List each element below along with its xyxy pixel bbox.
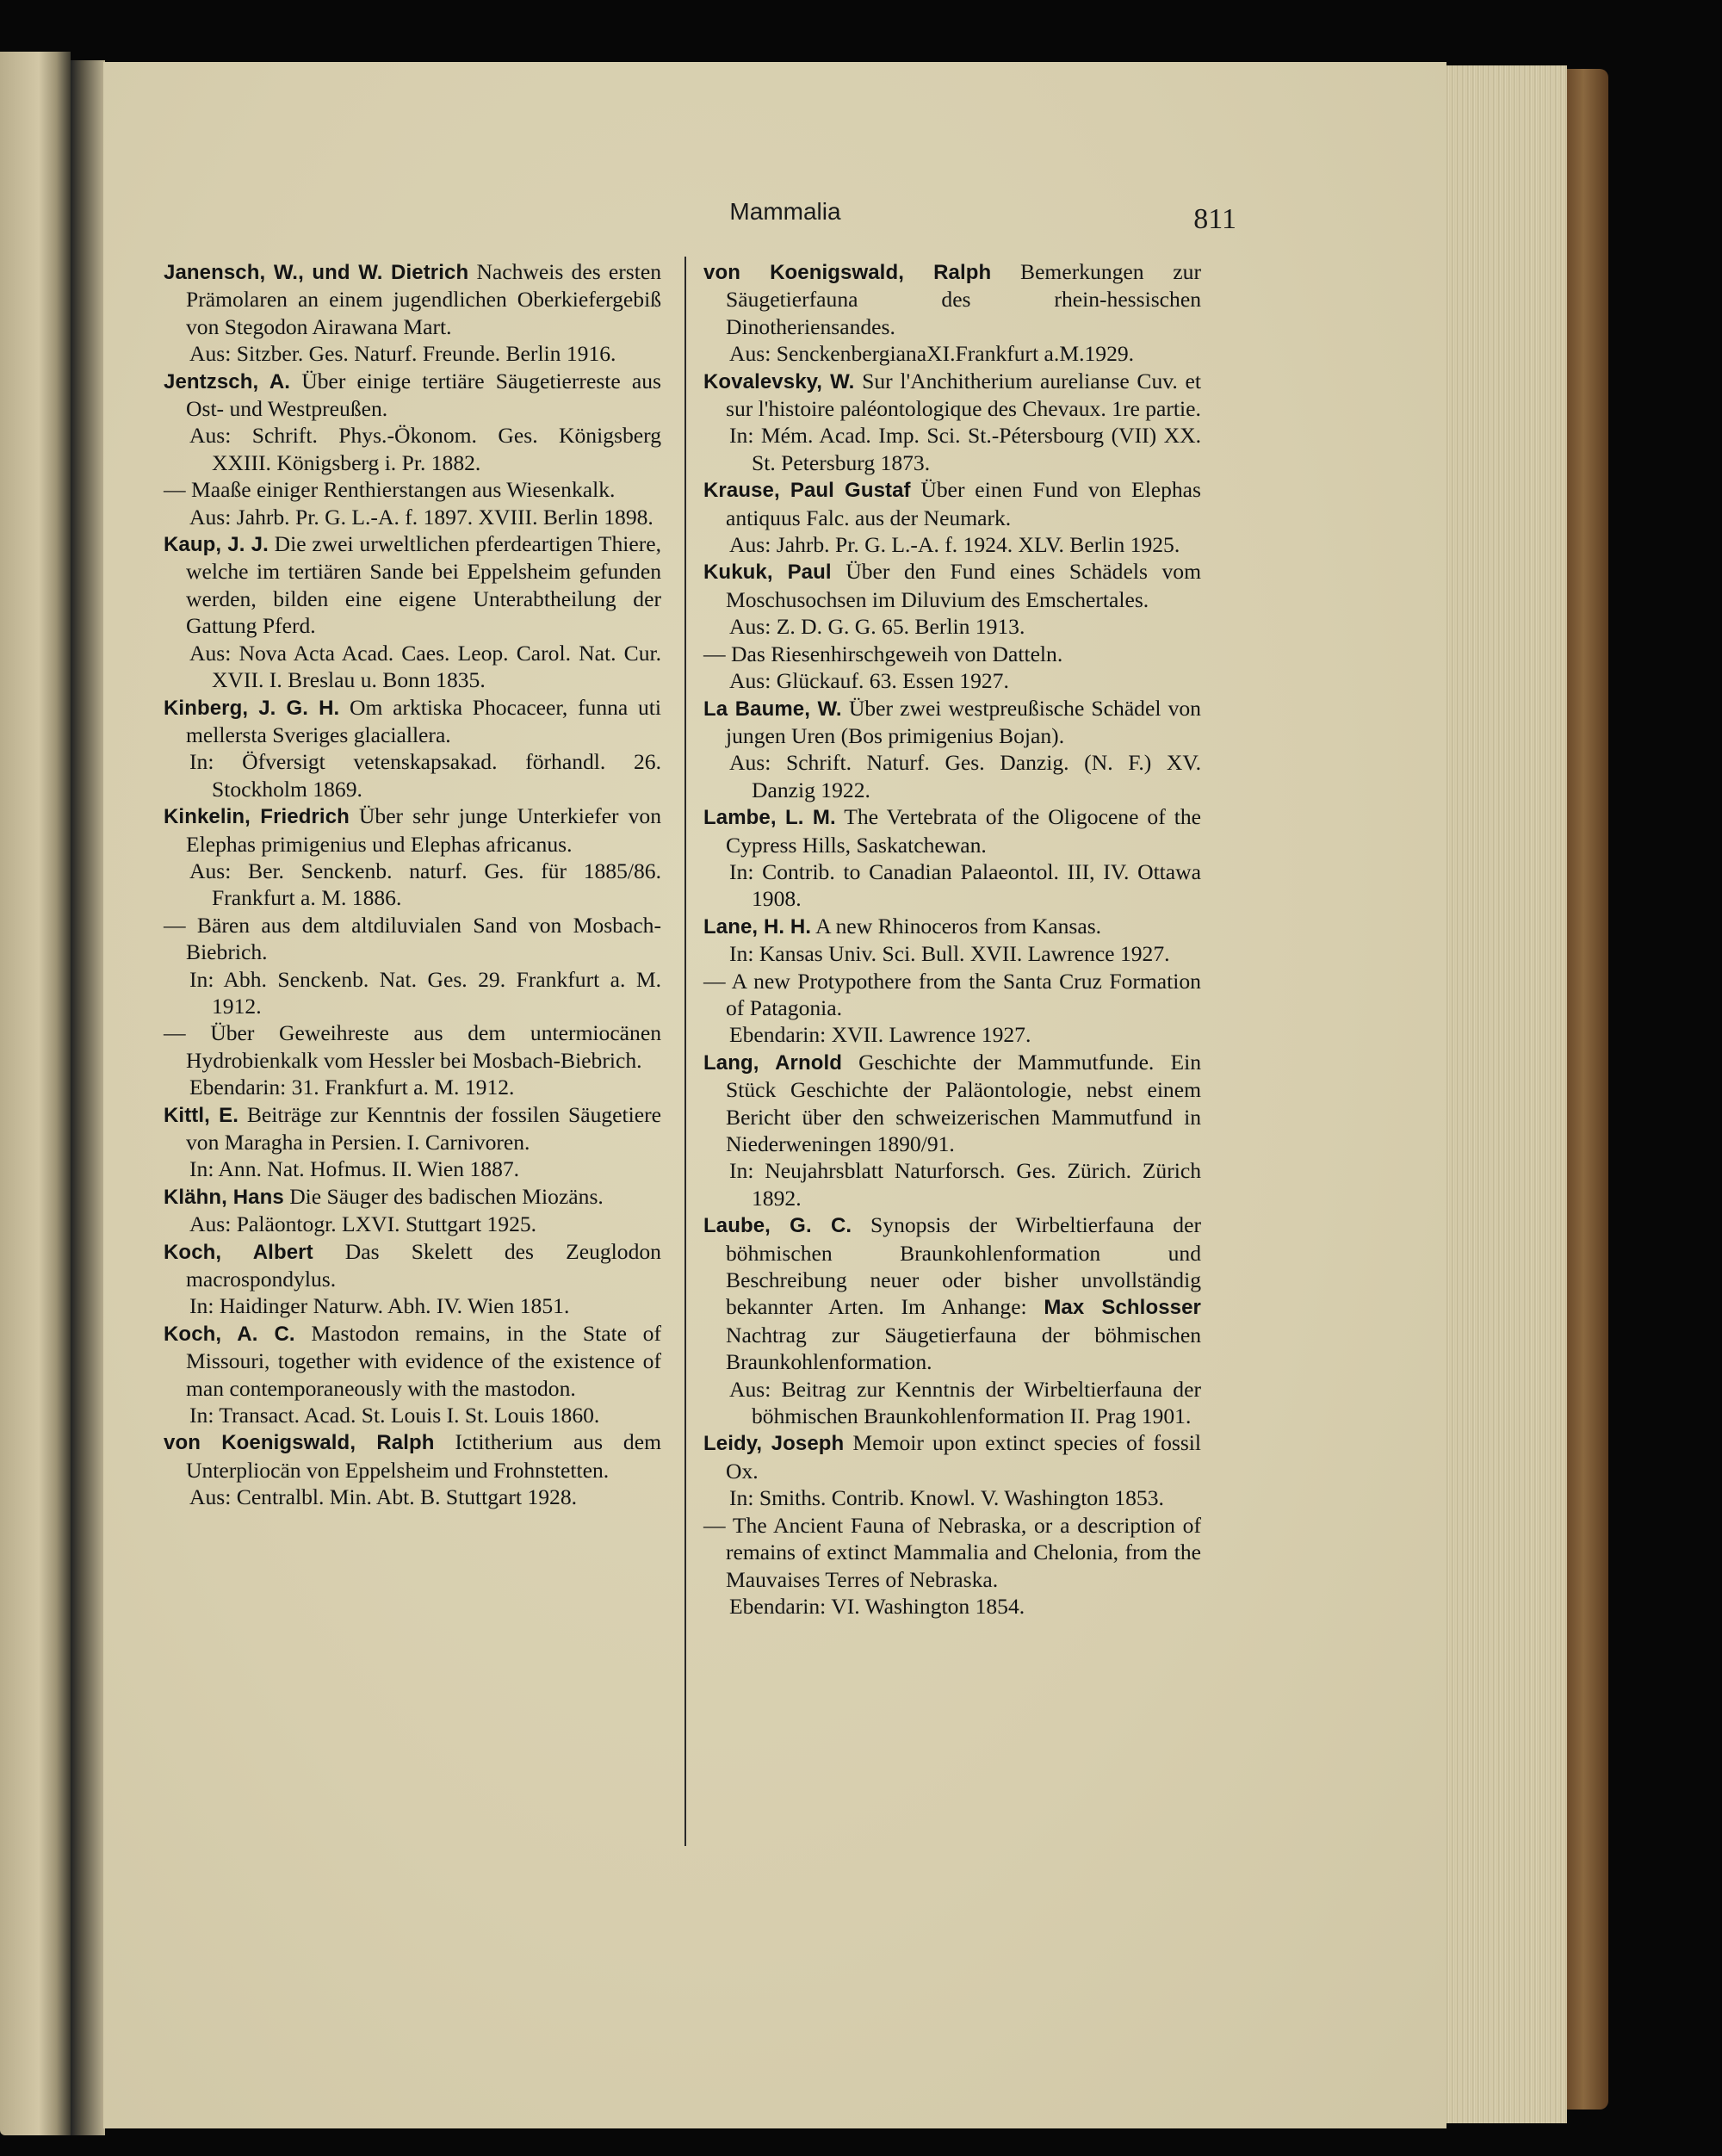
left-column — [164, 258, 661, 1511]
bibliography-entry — [164, 1238, 661, 1320]
entry-author: Lang, Arnold — [703, 1050, 843, 1075]
entry-citation — [164, 368, 661, 423]
bibliography-entry — [703, 1429, 1201, 1511]
running-title: Mammalia — [729, 198, 841, 225]
entry-citation — [164, 476, 661, 503]
entry-citation — [164, 1428, 661, 1484]
entry-citation — [164, 258, 661, 340]
entry-source: In: Kansas Univ. Sci. Bull. XVII. Lawrence 1927. — [729, 941, 1170, 967]
entry-source: In: Haidinger Naturw. Abh. IV. Wien 1851. — [189, 1293, 570, 1319]
bibliography-entry — [164, 694, 661, 803]
entry-citation — [703, 476, 1201, 531]
bibliography-entry — [703, 803, 1201, 913]
entry-citation — [164, 1101, 661, 1156]
entry-title: Die Säuger des badischen Miozäns. — [289, 1183, 604, 1209]
entry-title: Synopsis der Wirbeltierfauna der böhmischen Braunkohlenformation und Beschreibung neuer oder bisher unvollständig bekannter Arten. Im Anhange: — [726, 1212, 1201, 1320]
entry-title: Bemerkungen zur Säugetierfauna des rhein-hessischen Dinotheriensandes. — [726, 259, 1201, 339]
entry-author: Laube, G. C. — [703, 1214, 852, 1238]
book-gutter — [71, 60, 105, 2135]
entry-author: Koch, A. C. — [164, 1322, 295, 1346]
bibliography-entry — [164, 476, 661, 530]
entry-citation — [703, 913, 1201, 940]
entry-citation — [703, 1049, 1201, 1158]
bibliography-entry — [703, 641, 1201, 695]
entry-source: Aus: Ber. Senckenb. naturf. Ges. für 1885/86. Frankfurt a. M. 1886. — [189, 858, 661, 911]
bibliography-entry — [164, 1019, 661, 1100]
bibliography-entry — [703, 1049, 1201, 1211]
entry-title: Über den Fund eines Schädels vom Moschusochsen im Diluvium des Emschertales. — [726, 559, 1201, 612]
entry-coauthor: Max Schlosser — [1044, 1296, 1201, 1320]
entry-title-appendix: Nachtrag zur Säugetierfauna der böhmischen Braunkohlenformation. — [726, 1322, 1201, 1375]
entry-ditto-dash: — — [703, 968, 726, 994]
entry-source: Aus: Glückauf. 63. Essen 1927. — [729, 668, 1009, 694]
page-block-edge — [1429, 65, 1567, 2123]
entry-title: Die zwei urweltlichen pferdeartigen Thiere, welche im tertiären Sande bei Eppelsheim gefunden werden, bilden eine eigene Unterabtheilung der Gattung Pferd. — [186, 531, 661, 639]
bibliography-entry — [703, 1512, 1201, 1620]
entry-source: In: Contrib. to Canadian Palaeontol. III, IV. Ottawa 1908. — [729, 858, 1201, 912]
entry-title: Über zwei westpreußische Schädel von jungen Uren (Bos primigenius Bojan). — [726, 695, 1201, 748]
entry-citation — [703, 1512, 1201, 1593]
bibliography-entry — [703, 968, 1201, 1049]
bibliography-entry — [703, 258, 1201, 368]
entry-title: Beiträge zur Kenntnis der fossilen Säugetiere von Maragha in Persien. I. Carnivoren. — [186, 1101, 661, 1155]
entry-title: Über Geweihreste aus dem untermiocänen Hydrobienkalk vom Hessler bei Mosbach-Biebrich. — [186, 1020, 662, 1073]
bibliography-entry — [164, 1320, 661, 1429]
entry-title: Über einige tertiäre Säugetierreste aus Ost- und Westpreußen. — [186, 368, 661, 422]
entry-title: Geschichte der Mammutfunde. Ein Stück Geschichte der Paläontologie, nebst einem Bericht über den schweizerischen Mammutfund in Niederweningen 1890/91. — [726, 1049, 1201, 1156]
entry-title: Mastodon remains, in the State of Missouri, together with evidence of the existence of man contemporaneously with the mastodon. — [186, 1320, 661, 1401]
right-column — [703, 258, 1201, 1620]
entry-title: Das Skelett des Zeuglodon macrospondylus. — [186, 1238, 661, 1292]
page-header — [103, 193, 1446, 245]
entry-source: In: Neujahrsblatt Naturforsch. Ges. Zürich. Zürich 1892. — [729, 1158, 1201, 1211]
bibliography-entry — [164, 1183, 661, 1238]
entry-author: La Baume, W. — [703, 697, 842, 721]
entry-title: Sur l'Anchitherium aurelianse Cuv. et sur l'histoire paléontologique des Chevaux. 1re partie. — [726, 368, 1201, 422]
entry-author: Janensch, W., und W. Dietrich — [164, 261, 469, 284]
book-cover-board — [1567, 69, 1608, 2110]
entry-ditto-dash: — — [164, 912, 186, 938]
entry-title: The Ancient Fauna of Nebraska, or a description of remains of extinct Mammalia and Chelonia, from the Mauvaises Terres of Nebraska. — [726, 1512, 1202, 1592]
entry-title: A new Protypothere from the Santa Cruz Formation of Patagonia. — [726, 968, 1201, 1020]
bibliography-entry — [703, 695, 1201, 804]
entry-citation — [703, 641, 1201, 667]
entry-source: Aus: Z. D. G. G. 65. Berlin 1913. — [729, 614, 1025, 640]
entry-title: Bären aus dem altdiluvialen Sand von Mosbach-Biebrich. — [186, 912, 661, 965]
entry-citation — [164, 1238, 661, 1293]
entry-source: Aus: Schrift. Naturf. Ges. Danzig. (N. F.) XV. Danzig 1922. — [729, 750, 1201, 802]
entry-citation — [164, 912, 661, 966]
entry-source: In: Ann. Nat. Hofmus. II. Wien 1887. — [189, 1156, 520, 1182]
entry-author: von Koenigswald, Ralph — [164, 1431, 435, 1455]
entry-source: Aus: Jahrb. Pr. G. L.-A. f. 1897. XVIII. Berlin 1898. — [189, 504, 653, 530]
entry-citation — [703, 368, 1201, 423]
entry-source: In: Transact. Acad. St. Louis I. St. Louis 1860. — [189, 1403, 600, 1428]
entry-citation — [164, 1320, 661, 1402]
entry-source: In: Abh. Senckenb. Nat. Ges. 29. Frankfurt a. M. 1912. — [189, 966, 661, 1019]
entry-citation — [703, 803, 1201, 858]
entry-source: Aus: Nova Acta Acad. Caes. Leop. Carol. Nat. Cur. XVII. I. Breslau u. Bonn 1835. — [189, 640, 661, 693]
entry-author: Lambe, L. M. — [703, 806, 836, 830]
entry-source: Aus: Paläontogr. LXVI. Stuttgart 1925. — [189, 1211, 537, 1237]
entry-ditto-dash: — — [703, 1512, 726, 1538]
bibliography-entry — [703, 476, 1201, 558]
bibliography-entry — [703, 913, 1201, 968]
entry-ditto-dash: — — [164, 477, 186, 503]
entry-citation — [703, 695, 1201, 750]
entry-source: Aus: Schrift. Phys.-Ökonom. Ges. Königsberg XXIII. Königsberg i. Pr. 1882. — [189, 423, 661, 475]
page-number: 811 — [1193, 203, 1236, 235]
entry-author: Kovalevsky, W. — [703, 369, 855, 393]
entry-source: Ebendarin: 31. Frankfurt a. M. 1912. — [189, 1075, 515, 1100]
entry-author: Krause, Paul Gustaf — [703, 479, 911, 503]
entry-title: A new Rhinoceros from Kansas. — [815, 913, 1102, 939]
entry-citation — [703, 968, 1201, 1022]
entry-author: Leidy, Joseph — [703, 1432, 845, 1456]
bibliography-entry — [164, 802, 661, 912]
entry-author: von Koenigswald, Ralph — [703, 261, 992, 284]
bibliography-entry — [164, 1101, 661, 1183]
entry-citation — [164, 694, 661, 749]
bibliography-entry — [164, 1428, 661, 1510]
entry-ditto-dash: — — [703, 641, 726, 666]
entry-ditto-dash: — — [164, 1020, 186, 1046]
entry-citation — [164, 1019, 661, 1074]
entry-title: Das Riesenhirschgeweih von Datteln. — [731, 641, 1063, 666]
entry-citation — [703, 558, 1201, 613]
entry-source: Aus: Sitzber. Ges. Naturf. Freunde. Berlin 1916. — [189, 341, 616, 367]
entry-author: Kaup, J. J. — [164, 533, 269, 557]
bibliography-entry — [164, 258, 661, 368]
entry-source: Ebendarin: VI. Washington 1854. — [729, 1593, 1025, 1619]
entry-title: Maaße einiger Renthierstangen aus Wiesenkalk. — [191, 477, 616, 503]
entry-author: Koch, Albert — [164, 1240, 313, 1264]
bibliography-entry — [164, 368, 661, 477]
entry-citation — [703, 258, 1201, 340]
entry-author: Lane, H. H. — [703, 914, 812, 939]
entry-title: The Vertebrata of the Oligocene of the Cypress Hills, Saskatchewan. — [726, 804, 1202, 858]
entry-source: Aus: Jahrb. Pr. G. L.-A. f. 1924. XLV. Berlin 1925. — [729, 532, 1180, 558]
entry-citation — [703, 1211, 1201, 1375]
entry-title: Om arktiska Phocaceer, funna uti mellersta Sveriges glaciallera. — [186, 694, 661, 747]
entry-title: Memoir upon extinct species of fossil Ox. — [726, 1430, 1202, 1484]
entry-source: In: Öfversigt vetenskapsakad. förhandl. 26. Stockholm 1869. — [189, 749, 661, 802]
entry-source: Aus: Beitrag zur Kenntnis der Wirbeltierfauna der böhmischen Braunkohlenformation II. Prag 1901. — [729, 1376, 1201, 1429]
entry-source: Ebendarin: XVII. Lawrence 1927. — [729, 1022, 1031, 1048]
bibliography-entry — [164, 912, 661, 1020]
entry-author: Kinkelin, Friedrich — [164, 805, 350, 829]
bibliography-entry — [703, 1211, 1201, 1429]
entry-author: Kinberg, J. G. H. — [164, 696, 340, 720]
entry-title: Über sehr junge Unterkiefer von Elephas primigenius und Elephas africanus. — [186, 803, 661, 857]
entry-title: Nachweis des ersten Prämolaren an einem jugendlichen Oberkiefergebiß von Stegodon Airawana Mart. — [186, 259, 661, 339]
entry-citation — [703, 1429, 1201, 1484]
facing-page-edge — [0, 52, 71, 2135]
entry-source: Aus: Centralbl. Min. Abt. B. Stuttgart 1928. — [189, 1484, 578, 1510]
entry-author: Jentzsch, A. — [164, 369, 291, 393]
entry-source: In: Smiths. Contrib. Knowl. V. Washington 1853. — [729, 1485, 1164, 1511]
entry-author: Klähn, Hans — [164, 1185, 284, 1209]
entry-citation — [164, 802, 661, 858]
entry-source: Aus: SenckenbergianaXI.Frankfurt a.M.1929. — [729, 341, 1135, 367]
entry-citation — [164, 1183, 661, 1211]
bibliography-entry — [164, 530, 661, 693]
entry-title: Über einen Fund von Elephas antiquus Falc. aus der Neumark. — [726, 477, 1201, 530]
column-divider — [684, 257, 686, 1846]
entry-title: Ictitherium aus dem Unterpliocän von Eppelsheim und Frohnstetten. — [186, 1429, 661, 1483]
bibliography-entry — [703, 558, 1201, 640]
entry-source: In: Mém. Acad. Imp. Sci. St.-Pétersbourg (VII) XX. St. Petersburg 1873. — [729, 423, 1201, 475]
entry-author: Kittl, E. — [164, 1103, 238, 1127]
entry-author: Kukuk, Paul — [703, 561, 832, 585]
bibliography-entry — [703, 368, 1201, 477]
entry-citation — [164, 530, 661, 640]
